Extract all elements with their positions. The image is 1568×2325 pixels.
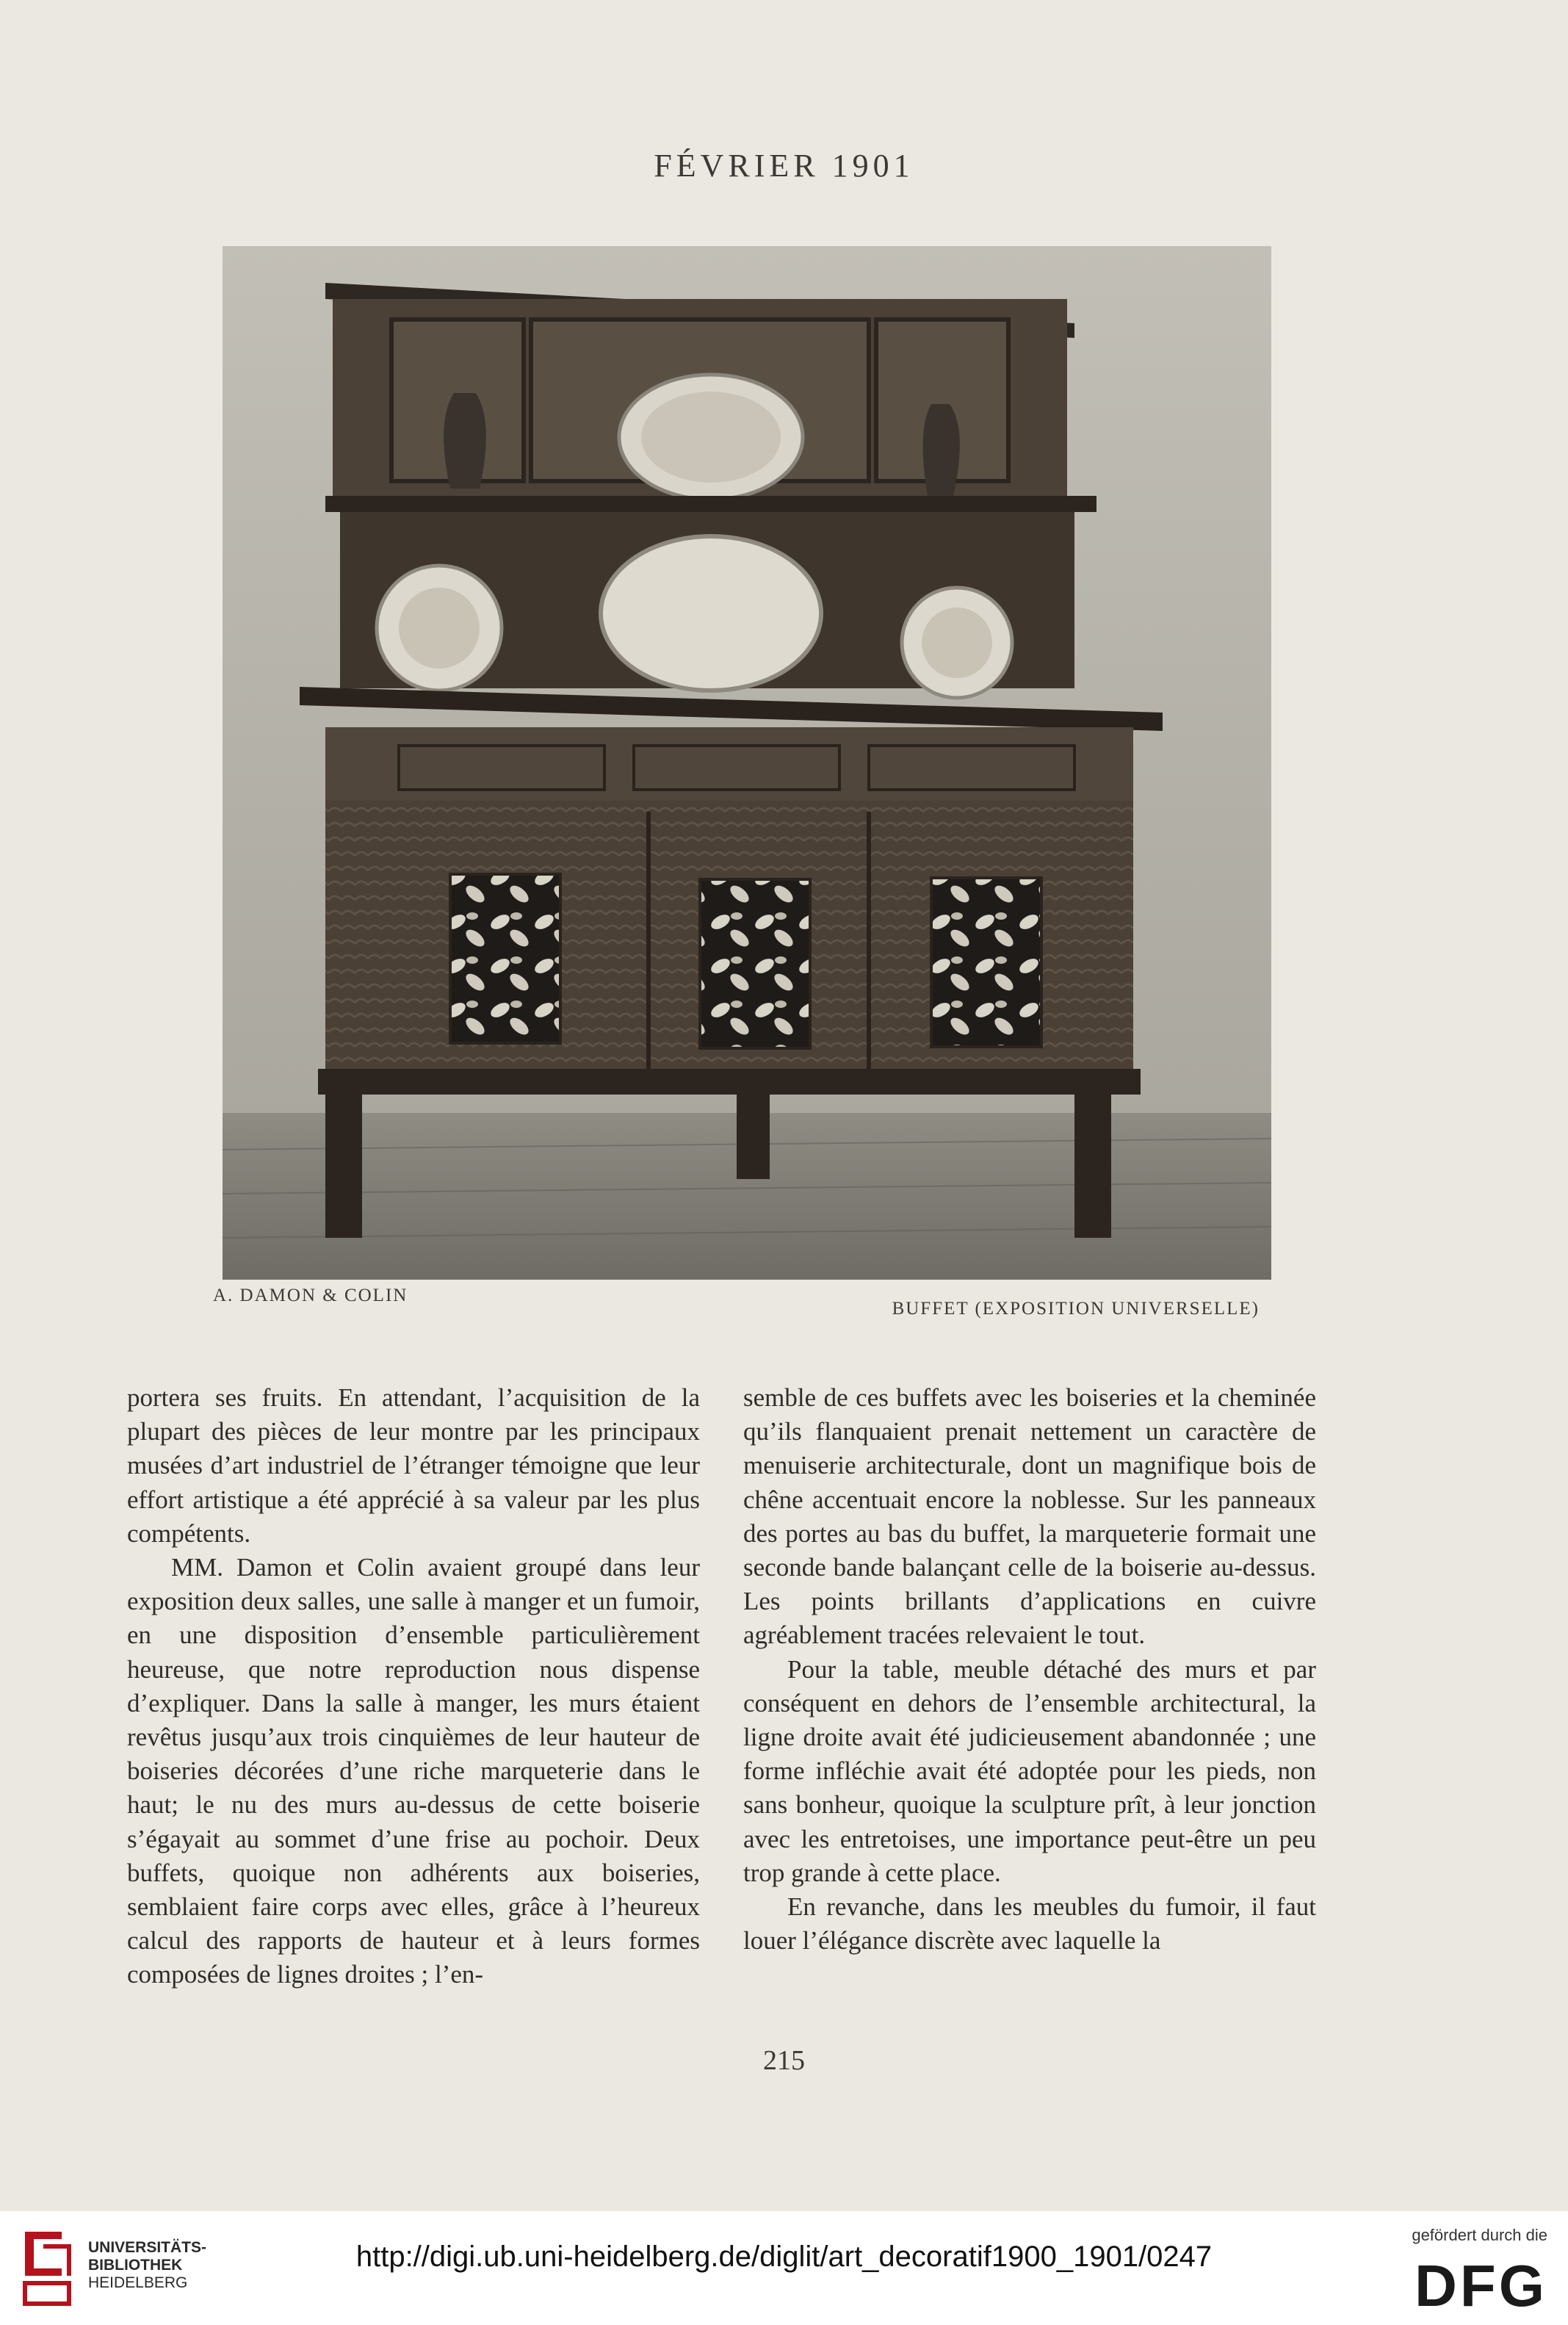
paragraph: MM. Damon et Colin avaient groupé dans leur exposition deux salles, une salle à manger et un fumoir, en une disposition d’ensemble particulièrement heureuse, que notre reproduction nous dispense d’expliquer. Dans la salle à manger, les murs étaient revêtus jusqu’aux trois cinquièmes de leur hauteur de boiseries décorées d’une riche marqueterie dans le haut; le nu des murs au-dessus de cette boiserie s’égayait au sommet d’une frise au pochoir. Deux buffets, quoique non adhérents aux boiseries, semblaient faire corps avec elles, grâce à l’heureux calcul des rapports de hauteur et à leurs formes composées de lignes droites ; l’en- — [127, 1553, 700, 1989]
buffet-photograph — [223, 246, 1271, 1280]
permalink[interactable]: http://digi.ub.uni-heidelberg.de/diglit/art_decoratif1900_1901/0247 — [355, 2241, 1213, 2273]
paragraph: semble de ces buffets avec les boiseries et la cheminée qu’ils flanquaient prenait nettement un caractère de menuiserie architecturale, dont un magnifique bois de chêne accentuait encore la noblesse. Sur les panneaux des portes au bas du buffet, la marqueterie formait une seconde bande balançant celle de la boiserie au-dessus. Les points brillants d’applications en cuivre agréablement tracées relevaient le tout. — [743, 1383, 1316, 1650]
paragraph: En revanche, dans les meubles du fumoir, il faut louer l’élégance discrète avec laquelle la — [743, 1892, 1316, 1955]
page-number: 215 — [763, 2045, 805, 2076]
paragraph: Pour la table, meuble détaché des murs et par conséquent en dehors de l’ensemble architectural, la ligne droite avait été judicieusement abandonnée ; une forme infléchie avait été adoptée pour les pieds, non sans bonheur, quoique la sculpture prît, à leur jonction avec les entretoises, une importance peut-être un peu trop grande à cette place. — [743, 1654, 1316, 1887]
dfg-logo: DFG — [1415, 2253, 1547, 2318]
buffet-illustration — [223, 246, 1271, 1280]
text-column-left — [127, 1381, 700, 1992]
library-name-line: UNIVERSITÄTS- — [88, 2239, 207, 2256]
funding-note: gefördert durch die — [1412, 2226, 1547, 2244]
caption-maker: A. DAMON & COLIN — [213, 1286, 408, 1305]
paragraph: portera ses fruits. En attendant, l’acquisition de la plupart des pièces de leur montre par les principaux musées d’art industriel de l’étranger témoigne que leur effort artistique a été apprécié à sa valeur par les plus compétents. — [127, 1383, 700, 1548]
running-head: FÉVRIER 1901 — [654, 148, 914, 184]
library-name-line: BIBLIOTHEK — [88, 2257, 183, 2274]
library-name-line: HEIDELBERG — [88, 2274, 188, 2291]
text-column-right — [743, 1381, 1316, 1958]
caption-title: BUFFET (EXPOSITION UNIVERSELLE) — [892, 1299, 1260, 1319]
